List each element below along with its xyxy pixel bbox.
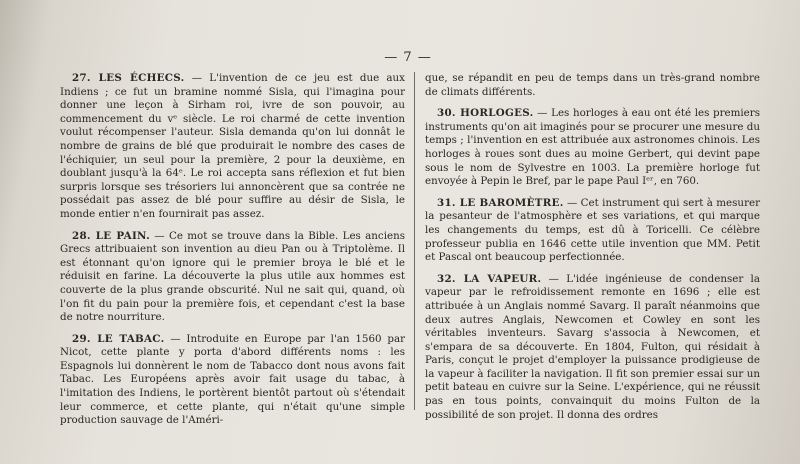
section-echecs xyxy=(60,72,405,222)
section-text: — Ce mot se trouve dans la Bible. Les anciens Grecs attribuaient son invention au dieu Pan ou à Triptolème. Il est étonnant qu'on ignore qui le premier broya le blé et le réduisit en farine. La découverte la plus utile aux hommes est couverte de la plus grande obscurité. Nul ne sait qui, quand, où l'on fit du pain pour la première fois, et cependant c'est la base de notre nourriture. xyxy=(60,229,405,324)
section-tabac xyxy=(60,333,405,428)
section-heading: 29. LE TABAC. xyxy=(72,332,165,345)
column-divider xyxy=(414,72,415,410)
section-pain xyxy=(60,230,405,325)
section-text: — Introduite en Europe par l'an 1560 par Nicot, cette plante y porta d'abord différents noms : les Espagnols lui donnèrent le nom de Tabacco dont nous avons fait Tabac. Les Européens après avoir fait usage du tabac, à l'imitation des Indiens, le portèrent bientôt partout où s'étendait leur commerce, et cette plante, qui n'était qu'une simple production sauvage de l'Améri- xyxy=(60,332,406,427)
left-column xyxy=(60,72,405,436)
section-heading: 27. LES ÉCHECS. xyxy=(72,72,185,84)
section-heading: 28. LE PAIN. xyxy=(72,229,151,242)
section-vapeur xyxy=(425,273,760,423)
section-text: — L'invention de ce jeu est due aux Indiens ; ce fut un bramine nommé Sisla, qui l'imagina pour donner une leçon à Sirham roi, ivre de son pouvoir, au commencement du vᵉ siècle. Le roi charmé de cette invention voulut récompenser l'auteur. Sisla demanda qu'on lui donnât le nombre de grains de blé que produirait le nombre des cases de l'échiquier, un seul pour la première, 2 pour la deuxième, en doublant jusqu'à la 64ᵉ. Le roi accepta sans réflexion et fut bien surpris lorsque ses trésoriers lui annoncèrent que sa contrée ne possédait pas assez de blé pour suffire au désir de Sisla, le monde entier n'en fournirait pas assez. xyxy=(60,72,405,220)
section-text: — L'idée ingénieuse de condenser la vapeur par le refroidissement remonte en 1696 ; elle est attribuée à un Anglais nommé Savarg. Il paraît néanmoins que deux autres Anglais, Newcomen et Cowley en sont les véritables inventeurs. Savarg s'associa à Newcomen, et s'empara de sa découverte. En 1804, Fulton, qui résidait à Paris, conçut le projet d'employer la puissance prodigieuse de la vapeur à faciliter la navigation. Il fit son premier essai sur un petit bateau en cuivre sur la Seine. L'expérience, qui ne réussit pas en tous points, convainquit du moins Fulton de la possibilité de son projet. Il donna des ordres xyxy=(425,272,760,421)
section-horloges xyxy=(425,107,760,189)
section-heading: 32. LA VAPEUR. xyxy=(437,272,542,285)
page-number: — 7 — xyxy=(384,50,432,65)
section-heading: 31. LE BAROMÈTRE. xyxy=(437,196,564,209)
section-text: — Cet instrument qui sert à mesurer la pesanteur de l'atmosphère et ses variations, et qui marque les changements du temps, est dû à Toricelli. Ce célèbre professeur publia en 1646 cette utile invention que MM. Petit et Pascal ont beaucoup perfectionnée. xyxy=(425,196,761,264)
section-barometre xyxy=(425,197,760,265)
section-heading: 30. HORLOGES. xyxy=(437,107,534,120)
section-text: — Les horloges à eau ont été les premiers instruments qu'on ait imaginés pour se procurer une mesure du temps ; l'invention en est attribuée aux astronomes chinois. Les horloges à roues sont dues au moine Gerbert, qui devint pape sous le nom de Sylvestre en 1003. La première horloge fut envoyée à Pepin le Bref, par le pape Paul Iᵉʳ, en 760. xyxy=(425,107,760,188)
continuation-text: que, se répandit en peu de temps dans un très-grand nombre de climats différents. xyxy=(425,72,760,98)
right-column xyxy=(425,72,760,430)
